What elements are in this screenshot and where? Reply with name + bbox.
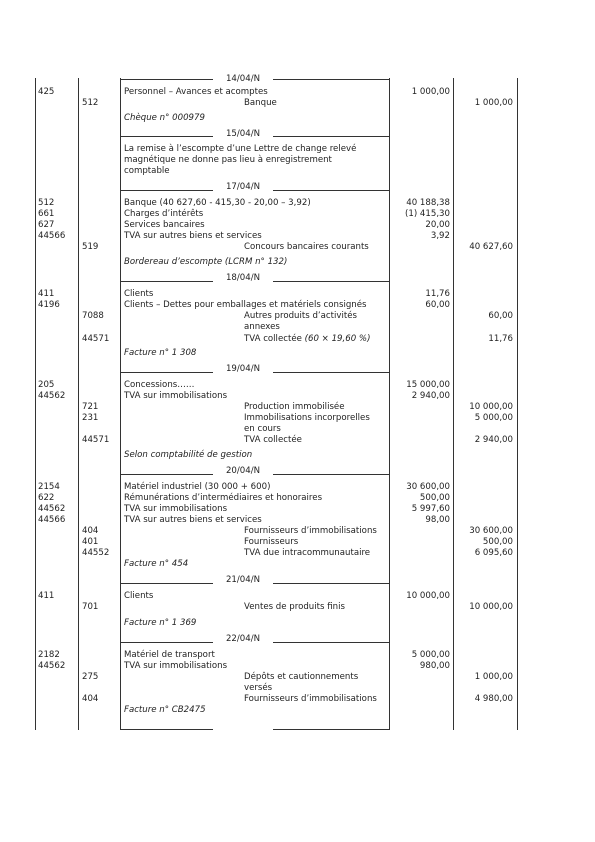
- credit-amount: 5 000,00: [474, 413, 513, 423]
- entry-line: Rémunérations d’intermédiaires et honoraires: [124, 493, 323, 503]
- entry-line: Ventes de produits finis: [244, 602, 345, 612]
- entry-line: Fournisseurs d’immobilisations: [244, 526, 377, 536]
- credit-account: 519: [82, 242, 99, 252]
- column-rule: [517, 78, 518, 730]
- credit-account: 44571: [82, 435, 110, 445]
- entry-line: Immobilisations incorporelles: [244, 413, 370, 423]
- column-rule: [389, 78, 390, 730]
- entry-line: Banque (40 627,60 - 415,30 - 20,00 – 3,92): [124, 198, 311, 208]
- entry-line: en cours: [244, 424, 281, 434]
- debit-amount: 500,00: [419, 493, 450, 503]
- separator: [273, 729, 389, 730]
- debit-amount: 2 940,00: [411, 391, 450, 401]
- credit-amount: 11,76: [488, 334, 513, 344]
- entry-date: 21/04/N: [225, 575, 261, 585]
- separator: [273, 136, 389, 137]
- debit-amount: 5 997,60: [411, 504, 450, 514]
- credit-amount: 500,00: [482, 537, 513, 547]
- entry-date: 17/04/N: [225, 182, 261, 192]
- credit-account: 401: [82, 537, 99, 547]
- entry-line: Fournisseurs: [244, 537, 299, 547]
- debit-amount: 10 000,00: [406, 591, 450, 601]
- debit-amount: 15 000,00: [406, 380, 450, 390]
- entry-date: 18/04/N: [225, 273, 261, 283]
- debit-amount: 5 000,00: [411, 650, 450, 660]
- credit-account: 231: [82, 413, 99, 423]
- separator: [273, 474, 389, 475]
- entry-line: Banque: [244, 98, 277, 108]
- entry-line: Concessions……: [124, 380, 195, 390]
- entry-line: TVA sur autres biens et services: [124, 515, 262, 525]
- entry-line: TVA due intracommunautaire: [244, 548, 371, 558]
- separator: [273, 79, 389, 80]
- credit-account: 275: [82, 672, 99, 682]
- credit-account: 404: [82, 694, 99, 704]
- separator: [273, 583, 389, 584]
- debit-account: 44566: [38, 515, 66, 525]
- entry-text: magnétique ne donne pas lieu à enregistrement: [124, 155, 332, 165]
- separator: [120, 474, 213, 475]
- credit-account: 701: [82, 602, 99, 612]
- entry-line: Fournisseurs d’immobilisations: [244, 694, 377, 704]
- entry-line: versés: [244, 683, 273, 693]
- debit-account: 411: [38, 289, 55, 299]
- debit-account: 661: [38, 209, 55, 219]
- debit-amount: 11,76: [425, 289, 450, 299]
- separator: [120, 642, 213, 643]
- entry-text: comptable: [124, 166, 170, 176]
- debit-amount: 3,92: [430, 231, 450, 241]
- entry-note: Facture n° CB2475: [124, 705, 206, 715]
- entry-line: Clients: [124, 289, 154, 299]
- separator: [120, 136, 213, 137]
- entry-line: TVA sur immobilisations: [124, 504, 228, 514]
- credit-amount: 40 627,60: [469, 242, 513, 252]
- column-rule: [120, 78, 121, 730]
- entry-line: Charges d’intérêts: [124, 209, 204, 219]
- entry-line: TVA sur immobilisations: [124, 391, 228, 401]
- entry-text: La remise à l’escompte d’une Lettre de change relevé: [124, 144, 357, 154]
- separator: [120, 372, 213, 373]
- debit-amount: 40 188,38: [406, 198, 450, 208]
- column-rule: [78, 78, 79, 730]
- separator: [120, 729, 213, 730]
- credit-amount: 10 000,00: [469, 602, 513, 612]
- separator: [273, 190, 389, 191]
- credit-account: 404: [82, 526, 99, 536]
- entry-line: [244, 334, 370, 344]
- debit-account: 2154: [38, 482, 60, 492]
- entry-line: Personnel – Avances et acomptes: [124, 87, 268, 97]
- separator: [120, 583, 213, 584]
- entry-date: 19/04/N: [225, 364, 261, 374]
- entry-line: TVA collectée: [244, 435, 302, 445]
- entry-date: 22/04/N: [225, 634, 261, 644]
- entry-line: annexes: [244, 322, 280, 332]
- entry-note: Chèque n° 000979: [124, 113, 205, 123]
- entry-line: TVA sur immobilisations: [124, 661, 228, 671]
- debit-amount: (1) 415,30: [405, 209, 450, 219]
- entry-line: Clients: [124, 591, 154, 601]
- entry-line: Dépôts et cautionnements: [244, 672, 359, 682]
- entry-line: Clients – Dettes pour emballages et matériels consignés: [124, 300, 367, 310]
- entry-note: Selon comptabilité de gestion: [124, 450, 253, 460]
- entry-line: TVA sur autres biens et services: [124, 231, 262, 241]
- debit-account: 44562: [38, 391, 66, 401]
- separator: [273, 281, 389, 282]
- credit-amount: 6 095,60: [474, 548, 513, 558]
- entry-line: Matériel de transport: [124, 650, 215, 660]
- entry-note: Bordereau d’escompte (LCRM n° 132): [124, 257, 288, 267]
- entry-line-detail: (60 × 19,60 %): [304, 334, 371, 344]
- column-rule: [453, 78, 454, 730]
- credit-amount: 10 000,00: [469, 402, 513, 412]
- credit-account: 44552: [82, 548, 110, 558]
- credit-account: 721: [82, 402, 99, 412]
- debit-amount: 980,00: [419, 661, 450, 671]
- debit-account: 44562: [38, 504, 66, 514]
- credit-amount: 1 000,00: [474, 98, 513, 108]
- entry-line: Autres produits d’activités: [244, 311, 358, 321]
- entry-line-text: TVA collectée: [244, 334, 302, 344]
- entry-line: Concours bancaires courants: [244, 242, 369, 252]
- entry-date: 20/04/N: [225, 466, 261, 476]
- debit-account: 2182: [38, 650, 60, 660]
- entry-note: Facture n° 1 369: [124, 618, 197, 628]
- credit-amount: 60,00: [488, 311, 513, 321]
- entry-note: Facture n° 1 308: [124, 348, 197, 358]
- separator: [120, 281, 213, 282]
- debit-amount: 60,00: [425, 300, 450, 310]
- credit-account: 512: [82, 98, 99, 108]
- credit-amount: 4 980,00: [474, 694, 513, 704]
- debit-account: 622: [38, 493, 55, 503]
- separator: [273, 642, 389, 643]
- separator: [273, 372, 389, 373]
- credit-account: 44571: [82, 334, 110, 344]
- debit-amount: 1 000,00: [411, 87, 450, 97]
- debit-account: 425: [38, 87, 55, 97]
- entry-date: 14/04/N: [225, 74, 261, 84]
- debit-account: 512: [38, 198, 55, 208]
- entry-note: Facture n° 454: [124, 559, 189, 569]
- credit-account: 7088: [82, 311, 104, 321]
- separator: [120, 190, 213, 191]
- debit-amount: 20,00: [425, 220, 450, 230]
- credit-amount: 2 940,00: [474, 435, 513, 445]
- entry-date: 15/04/N: [225, 129, 261, 139]
- entry-line: Matériel industriel (30 000 + 600): [124, 482, 271, 492]
- debit-account: 411: [38, 591, 55, 601]
- credit-amount: 1 000,00: [474, 672, 513, 682]
- credit-amount: 30 600,00: [469, 526, 513, 536]
- debit-account: 627: [38, 220, 55, 230]
- debit-account: 4196: [38, 300, 60, 310]
- debit-account: 44562: [38, 661, 66, 671]
- debit-amount: 98,00: [425, 515, 450, 525]
- entry-line: Production immobilisée: [244, 402, 345, 412]
- entry-line: Services bancaires: [124, 220, 205, 230]
- column-rule: [35, 78, 36, 730]
- debit-account: 44566: [38, 231, 66, 241]
- debit-amount: 30 600,00: [406, 482, 450, 492]
- debit-account: 205: [38, 380, 55, 390]
- separator: [120, 79, 213, 80]
